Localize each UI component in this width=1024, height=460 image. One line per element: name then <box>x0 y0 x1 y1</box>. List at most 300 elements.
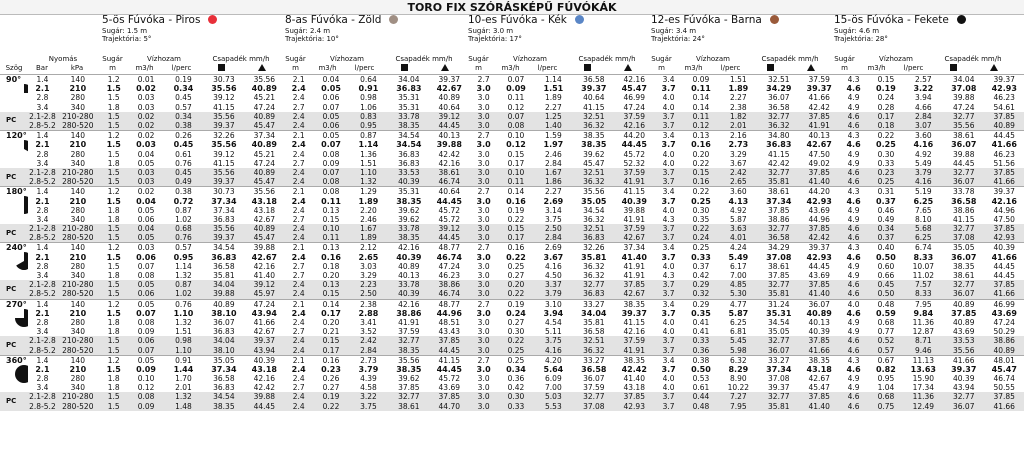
table-row <box>0 365 1024 374</box>
precip-triangle-value: 47.24 <box>623 102 645 112</box>
precip-triangle-value: 37.85 <box>615 392 654 401</box>
precip-square-value: 32.77 <box>943 392 984 401</box>
precip-square-value: 39.12 <box>213 93 235 103</box>
flow-lperc-value: 0.87 <box>349 131 388 141</box>
radius-value: 4.9 <box>847 327 860 337</box>
precip-triangle-value: 43.18 <box>623 383 645 393</box>
precip-square-value: 36.83 <box>211 252 237 262</box>
precip-square-value: 32.51 <box>573 336 614 345</box>
nozzle-radius: Sugár: 3.4 m <box>651 27 697 35</box>
pressure-bar: 3.4 <box>36 102 49 112</box>
pc-label: PC <box>0 280 28 299</box>
flow-header: Vízhozam <box>513 55 547 63</box>
radius-value: 1.5 <box>99 345 128 355</box>
flow-m3h-value: 0.35 <box>692 214 710 224</box>
precip-square-value: 42.16 <box>388 243 429 253</box>
flow-lperc-value: 1.48 <box>164 402 203 411</box>
flow-lperc-value: 1.29 <box>349 187 388 197</box>
precip-triangle-value: 41.91 <box>623 214 645 224</box>
precip-square-value: 38.86 <box>396 308 422 318</box>
precip-square-value: 36.32 <box>573 121 614 131</box>
arc-angle-label: 120° <box>6 131 27 141</box>
flow-m3h-value: 0.15 <box>868 75 903 85</box>
arc-angle-label: 90° <box>6 75 22 84</box>
pressure-kpa: 210 <box>69 196 87 206</box>
flow-lperc-value: 1.10 <box>164 345 203 355</box>
flow-lperc-value: 4.66 <box>914 102 932 112</box>
radius-value: 4.9 <box>847 383 860 393</box>
radius-value: 2.4 <box>291 84 306 94</box>
radius-value: 4.6 <box>839 121 868 131</box>
flow-m3h-value: 0.22 <box>692 158 710 168</box>
flow-m3h-value: 0.16 <box>321 252 341 262</box>
radius-value: 1.5 <box>106 252 121 262</box>
radius-value: 1.5 <box>99 121 128 131</box>
precip-square-value: 34.80 <box>758 131 799 141</box>
precip-square <box>384 64 425 74</box>
precip-square-value: 34.54 <box>768 317 790 327</box>
precip-triangle-value: 40.89 <box>251 84 277 94</box>
radius-value: 4.6 <box>846 196 861 206</box>
flow-m3h-value: 0.25 <box>498 345 533 355</box>
pc-label: PC <box>0 224 28 243</box>
radius-value: 3.0 <box>477 271 490 281</box>
arc-pattern-icon <box>14 308 28 328</box>
radius-value: 4.6 <box>846 364 861 374</box>
flow-lperc-value: 7.95 <box>719 402 758 411</box>
pc-row <box>0 168 1024 177</box>
precip-triangle-value: 45.72 <box>438 214 461 224</box>
flow-m3h-value: 0.38 <box>683 355 718 365</box>
flow-m3h-value: 0.05 <box>128 299 163 309</box>
flow-lperc-value: 1.36 <box>360 149 377 159</box>
pressure-kpa: 280 <box>70 374 85 384</box>
precip-triangle-value: 42.67 <box>806 140 832 150</box>
radius-value: 3.7 <box>654 224 683 233</box>
pc-row <box>0 224 1024 233</box>
precip-triangle-value: 41.66 <box>984 177 1024 187</box>
precip-square-value: 39.88 <box>203 289 244 299</box>
precip-triangle-value: 37.85 <box>615 280 654 289</box>
pressure-bar: 1.4 <box>28 75 56 85</box>
precip-triangle-value: 42.67 <box>251 252 277 262</box>
radius-value: 3.0 <box>477 383 490 393</box>
flow-lperc-value: 1.51 <box>719 75 758 85</box>
flow-lperc-value: 0.87 <box>175 205 192 215</box>
pc-row <box>0 402 1024 411</box>
radius-value: 1.8 <box>107 158 120 168</box>
precip-triangle <box>425 64 464 74</box>
pc-label: PC <box>0 392 28 410</box>
pressure-bar: 2.1-2.8 <box>29 167 56 177</box>
flow-m3h-value: 0.02 <box>128 131 163 141</box>
flow-m3h-value: 0.17 <box>498 233 533 243</box>
pc-row <box>0 289 1024 299</box>
flow-m3h-value: 0.27 <box>322 383 340 393</box>
precip-square-value: 33.27 <box>573 355 614 365</box>
flow-lperc-value: 4.13 <box>728 196 749 206</box>
flow-lperc-value: 0.49 <box>164 177 203 187</box>
radius-value: 2.4 <box>284 336 313 345</box>
radius-value: 2.4 <box>284 121 313 131</box>
table-row <box>0 383 1024 392</box>
precip-square-value: 40.89 <box>398 261 420 271</box>
flow-m3h-value: 0.20 <box>498 280 533 289</box>
radius-value: 2.4 <box>284 280 313 289</box>
precip-triangle-value: 50.29 <box>993 327 1015 337</box>
flow-lperc-value: 2.01 <box>175 383 192 393</box>
flow-m3h-value: 0.05 <box>313 112 348 121</box>
flow-lperc-value: 0.34 <box>164 112 203 121</box>
radius-value: 3.7 <box>654 121 683 131</box>
precip-triangle-value: 37.85 <box>800 392 839 401</box>
precip-triangle-value: 40.89 <box>984 345 1024 355</box>
radius-value: 1.2 <box>99 131 128 141</box>
precip-triangle-value: 43.94 <box>251 308 277 318</box>
flow-header: Vízhozam <box>330 55 364 63</box>
precip-triangle-value: 43.94 <box>245 345 284 355</box>
radius-value: 2.4 <box>291 252 306 262</box>
radius-value: 3.0 <box>477 158 490 168</box>
flow-m3h-value: 0.37 <box>876 196 896 206</box>
radius-value: 2.4 <box>291 364 306 374</box>
flow-m3h-value: 0.24 <box>877 93 895 103</box>
flow-lperc-value: 2.84 <box>534 233 573 243</box>
radius-value: 4.3 <box>839 187 868 197</box>
precip-triangle-value: 37.85 <box>430 392 469 401</box>
flow-lperc-value: 0.19 <box>164 75 203 85</box>
flow-lperc-value: 1.51 <box>360 158 377 168</box>
radius-value: 3.0 <box>476 252 491 262</box>
precip-triangle-value: 46.74 <box>436 252 462 262</box>
precip-triangle-value: 42.42 <box>438 149 461 159</box>
precip-square-value: 36.83 <box>396 84 422 94</box>
precip-square-value: 35.31 <box>398 102 420 112</box>
flow-m3h-value: 0.15 <box>313 289 348 299</box>
precip-triangle-value: 42.42 <box>253 383 276 393</box>
precip-triangle-value: 40.39 <box>984 243 1024 253</box>
flow-m3h-value: 0.59 <box>876 308 896 318</box>
precip-triangle-value: 43.69 <box>808 205 830 215</box>
radius-value: 1.8 <box>107 383 120 393</box>
precip-square-value: 34.54 <box>396 140 422 150</box>
arc-pattern-icon <box>14 83 28 103</box>
flow-m3h-value: 0.53 <box>692 374 710 384</box>
precip-triangle-value: 37.59 <box>615 112 654 121</box>
flow-lperc-value: 7.27 <box>719 392 758 401</box>
radius-value: 1.8 <box>107 102 120 112</box>
precip-triangle-value: 37.59 <box>615 224 654 233</box>
radius-value: 2.4 <box>284 402 313 411</box>
flow-m3h-value: 0.17 <box>321 308 341 318</box>
triangle-pattern-icon <box>807 64 815 71</box>
precip-square-value: 36.83 <box>766 140 792 150</box>
flow-m3h-value: 0.09 <box>683 75 718 85</box>
radius-unit: m <box>841 64 848 72</box>
flow-lperc-value: 2.84 <box>349 345 388 355</box>
precip-square-value: 40.39 <box>953 374 975 384</box>
flow-lperc-value: 0.45 <box>173 140 194 150</box>
triangle-pattern-icon <box>990 64 998 71</box>
radius-value: 2.4 <box>291 196 306 206</box>
precip-square-value: 35.56 <box>573 187 614 197</box>
precip-triangle-value: 44.45 <box>430 233 469 243</box>
pressure-bar: 1.4 <box>28 131 56 141</box>
flow-lperc-value: 4.01 <box>719 233 758 243</box>
precip-triangle-value: 46.74 <box>993 374 1015 384</box>
flow-m3h-value: 0.20 <box>322 317 340 327</box>
radius-value: 1.5 <box>99 112 128 121</box>
precip-triangle-value: 42.16 <box>615 75 654 85</box>
flow-m3h-value: 0.30 <box>692 205 710 215</box>
precip-square-value: 34.04 <box>943 75 984 85</box>
arc-angle-label: 270° <box>6 299 27 309</box>
nozzle-trajectory: Trajektória: 28° <box>834 35 888 43</box>
flow-lperc-value: 1.59 <box>534 131 573 141</box>
precip-square-value: 40.89 <box>953 317 975 327</box>
precip-square-value: 36.83 <box>398 149 420 159</box>
radius-value: 4.6 <box>839 402 868 411</box>
flow-m3h-value: 0.13 <box>683 131 718 141</box>
precip-triangle-value: 40.89 <box>245 168 284 177</box>
flow-lperc-value: 11.36 <box>904 392 943 401</box>
square-pattern-icon <box>950 64 957 71</box>
radius-value: 2.1 <box>284 131 313 141</box>
flow-lperc-value: 8.33 <box>904 289 943 299</box>
pressure-bar: 2.1 <box>35 364 50 374</box>
precip-square-value: 39.62 <box>398 214 420 224</box>
radius-value: 2.7 <box>469 355 498 365</box>
radius-value: 1.8 <box>107 214 120 224</box>
pressure-kpa: 280 <box>70 317 85 327</box>
radius-value: 3.0 <box>469 345 498 355</box>
precip-square-value: 38.86 <box>768 214 790 224</box>
precip-triangle-value: 44.96 <box>808 214 830 224</box>
precip-square-value: 39.62 <box>583 149 605 159</box>
flow-m3h-value: 0.11 <box>498 177 533 187</box>
flow-lperc-value: 10.07 <box>912 261 935 271</box>
flow-m3h-value: 0.13 <box>313 243 348 253</box>
pressure-kpa: 210-280 <box>57 224 99 233</box>
flow-m3h-value: 1.04 <box>877 383 895 393</box>
precip-triangle-value: 40.89 <box>251 140 277 150</box>
nozzle-radius: Sugár: 1.5 m <box>102 27 148 35</box>
table-row <box>0 84 1024 93</box>
pressure-kpa: 280-520 <box>57 177 99 187</box>
flow-lperc-value: 0.26 <box>164 131 203 141</box>
pressure-kpa: 210-280 <box>57 392 99 401</box>
flow-lperc-value: 2.27 <box>545 102 562 112</box>
radius-value: 1.5 <box>106 140 121 150</box>
pressure-kpa: 280-520 <box>57 289 99 299</box>
precip-square-value: 37.08 <box>766 252 792 262</box>
precip-square-value: 34.54 <box>583 205 605 215</box>
radius-value: 3.7 <box>654 168 683 177</box>
precip-triangle-value: 46.99 <box>984 299 1024 309</box>
flow-lperc-value: 3.03 <box>360 261 377 271</box>
table-row <box>0 243 1024 253</box>
flow-m3h-value: 0.25 <box>876 140 896 150</box>
precip-square-value: 33.53 <box>388 168 429 177</box>
precip-square-value: 41.15 <box>953 214 975 224</box>
flow-lperc-value: 3.75 <box>534 336 573 345</box>
radius-value: 3.4 <box>654 75 683 85</box>
flow-m3h-value: 0.18 <box>322 261 340 271</box>
precip-square-value: 35.81 <box>583 317 605 327</box>
precip-triangle-value: 47.24 <box>438 261 461 271</box>
flow-lperc-value: 2.16 <box>719 131 758 141</box>
radius-value: 2.1 <box>284 75 313 85</box>
radius-value: 4.9 <box>847 102 860 112</box>
radius-value: 1.5 <box>99 289 128 299</box>
precip-triangle-value: 38.86 <box>984 336 1024 345</box>
pressure-bar: 2.1 <box>35 140 50 150</box>
arc-pattern-icon <box>14 251 28 271</box>
flow-m3h-value: 0.05 <box>313 131 348 141</box>
flow-lperc-value: 5.98 <box>719 345 758 355</box>
flow-lperc-value: 6.25 <box>904 233 943 243</box>
flow-m3h-value: 0.06 <box>128 336 163 345</box>
table-row <box>0 215 1024 224</box>
precip-square-value: 41.15 <box>213 158 235 168</box>
radius-value: 2.4 <box>284 289 313 299</box>
precip-triangle-value: 47.50 <box>808 149 830 159</box>
pressure-kpa: 210 <box>69 364 87 374</box>
radius-value: 1.5 <box>99 177 128 187</box>
flow-lperc-value: 4.16 <box>534 345 573 355</box>
flow-m3h-value: 0.19 <box>876 84 896 94</box>
precip-triangle-value: 42.16 <box>438 158 461 168</box>
flow-lperc-value: 2.50 <box>349 289 388 299</box>
precip-triangle-value: 42.16 <box>991 196 1017 206</box>
radius-value: 3.7 <box>661 252 676 262</box>
precip-square-value: 36.58 <box>758 233 799 243</box>
radius-value: 1.8 <box>107 374 120 384</box>
precip-header: Csapadék mm/h <box>944 55 1002 63</box>
flow-unit-m3h: m3/h <box>135 64 154 72</box>
precip-square-value: 32.77 <box>943 280 984 289</box>
flow-lperc-value: 2.38 <box>730 102 747 112</box>
flow-m3h-value: 0.03 <box>136 140 156 150</box>
precip-triangle-value: 50.55 <box>993 383 1015 393</box>
precip-square-value: 39.62 <box>398 374 420 384</box>
radius-value: 3.7 <box>661 196 676 206</box>
precip-square-value: 32.51 <box>573 224 614 233</box>
pressure-kpa: 280 <box>70 93 85 103</box>
precip-triangle-value: 41.15 <box>623 317 645 327</box>
flow-m3h-value: 0.22 <box>868 131 903 141</box>
precip-triangle-value: 37.85 <box>800 168 839 177</box>
radius-value: 4.6 <box>839 280 868 289</box>
flow-m3h-value: 0.16 <box>683 177 718 187</box>
flow-m3h-value: 0.07 <box>137 261 155 271</box>
flow-lperc-value: 5.87 <box>728 308 749 318</box>
flow-m3h-value: 0.68 <box>868 392 903 401</box>
flow-m3h-value: 0.22 <box>683 224 718 233</box>
precip-square-value: 36.07 <box>583 374 605 384</box>
precip-square-value: 32.77 <box>758 392 799 401</box>
radius-value: 1.2 <box>99 299 128 309</box>
precip-triangle-value: 38.35 <box>615 355 654 365</box>
radius-value: 3.7 <box>654 402 683 411</box>
flow-m3h-value: 0.02 <box>136 84 156 94</box>
precip-square-value: 34.54 <box>203 392 244 401</box>
radius-value: 4.0 <box>662 317 675 327</box>
pressure-kpa: 280-520 <box>57 121 99 131</box>
flow-m3h-value: 0.15 <box>507 149 525 159</box>
precip-square-value: 34.29 <box>766 84 792 94</box>
precip-triangle-value: 44.20 <box>615 131 654 141</box>
flow-m3h-value: 0.31 <box>868 187 903 197</box>
precip-square-value: 34.04 <box>388 75 429 85</box>
radius-value: 2.4 <box>284 233 313 243</box>
radius-value: 3.0 <box>469 233 498 243</box>
radius-value: 2.1 <box>284 243 313 253</box>
precip-triangle-value: 44.45 <box>984 131 1024 141</box>
precip-triangle-value: 47.50 <box>993 214 1015 224</box>
radius-value: 3.0 <box>476 140 491 150</box>
precip-square-value: 32.77 <box>943 224 984 233</box>
radius-value: 4.0 <box>662 374 675 384</box>
precip-triangle-value: 42.93 <box>991 84 1017 94</box>
precip-square-value: 37.85 <box>768 205 790 215</box>
flow-m3h-value: 0.15 <box>683 168 718 177</box>
precip-square-value: 37.85 <box>398 383 420 393</box>
flow-m3h-value: 0.66 <box>877 271 895 281</box>
radius-value: 2.4 <box>284 345 313 355</box>
nozzle-trajectory: Trajektória: 10° <box>285 35 339 43</box>
flow-m3h-value: 0.19 <box>507 205 525 215</box>
flow-m3h-value: 0.05 <box>321 84 341 94</box>
precip-triangle-value: 42.93 <box>615 402 654 411</box>
pressure-bar: 2.1-2.8 <box>29 336 56 346</box>
precip-square-value: 31.24 <box>758 299 799 309</box>
precip-square-value: 32.77 <box>943 112 984 121</box>
precip-triangle-value: 44.45 <box>993 261 1015 271</box>
radius-header: Sugár <box>468 55 489 63</box>
flow-m3h-value: 0.10 <box>313 224 348 233</box>
precip-triangle-value: 38.35 <box>615 299 654 309</box>
radius-value: 1.5 <box>106 364 121 374</box>
precip-triangle-value: 45.47 <box>245 177 284 187</box>
pc-row <box>0 280 1024 289</box>
precip-square-value: 36.07 <box>951 252 977 262</box>
precip-square-value: 32.77 <box>758 280 799 289</box>
precip-square-value: 32.77 <box>758 336 799 345</box>
precip-triangle-value: 44.45 <box>245 402 284 411</box>
precip-triangle-value: 41.66 <box>991 252 1017 262</box>
precip-square-value: 37.59 <box>398 327 420 337</box>
pressure-header: Nyomás <box>48 55 78 63</box>
flow-m3h-value: 0.05 <box>137 158 155 168</box>
flow-m3h-value: 0.77 <box>877 327 895 337</box>
radius-unit: m <box>109 64 116 72</box>
precip-square-value: 37.85 <box>951 308 977 318</box>
flow-m3h-value: 0.22 <box>506 252 526 262</box>
radius-value: 2.7 <box>292 383 305 393</box>
precip-triangle-value: 45.47 <box>245 121 284 131</box>
precip-square-value: 36.58 <box>213 261 235 271</box>
radius-value: 4.0 <box>662 383 675 393</box>
precip-square-value: 41.15 <box>583 102 605 112</box>
precip-square-value: 36.32 <box>583 214 605 224</box>
radius-unit: m <box>292 64 299 72</box>
flow-m3h-value: 0.20 <box>692 149 710 159</box>
flow-lperc-value: 2.46 <box>545 149 562 159</box>
flow-lperc-value: 4.20 <box>534 355 573 365</box>
flow-lperc-value: 13.63 <box>910 364 936 374</box>
radius-value: 1.2 <box>99 243 128 253</box>
